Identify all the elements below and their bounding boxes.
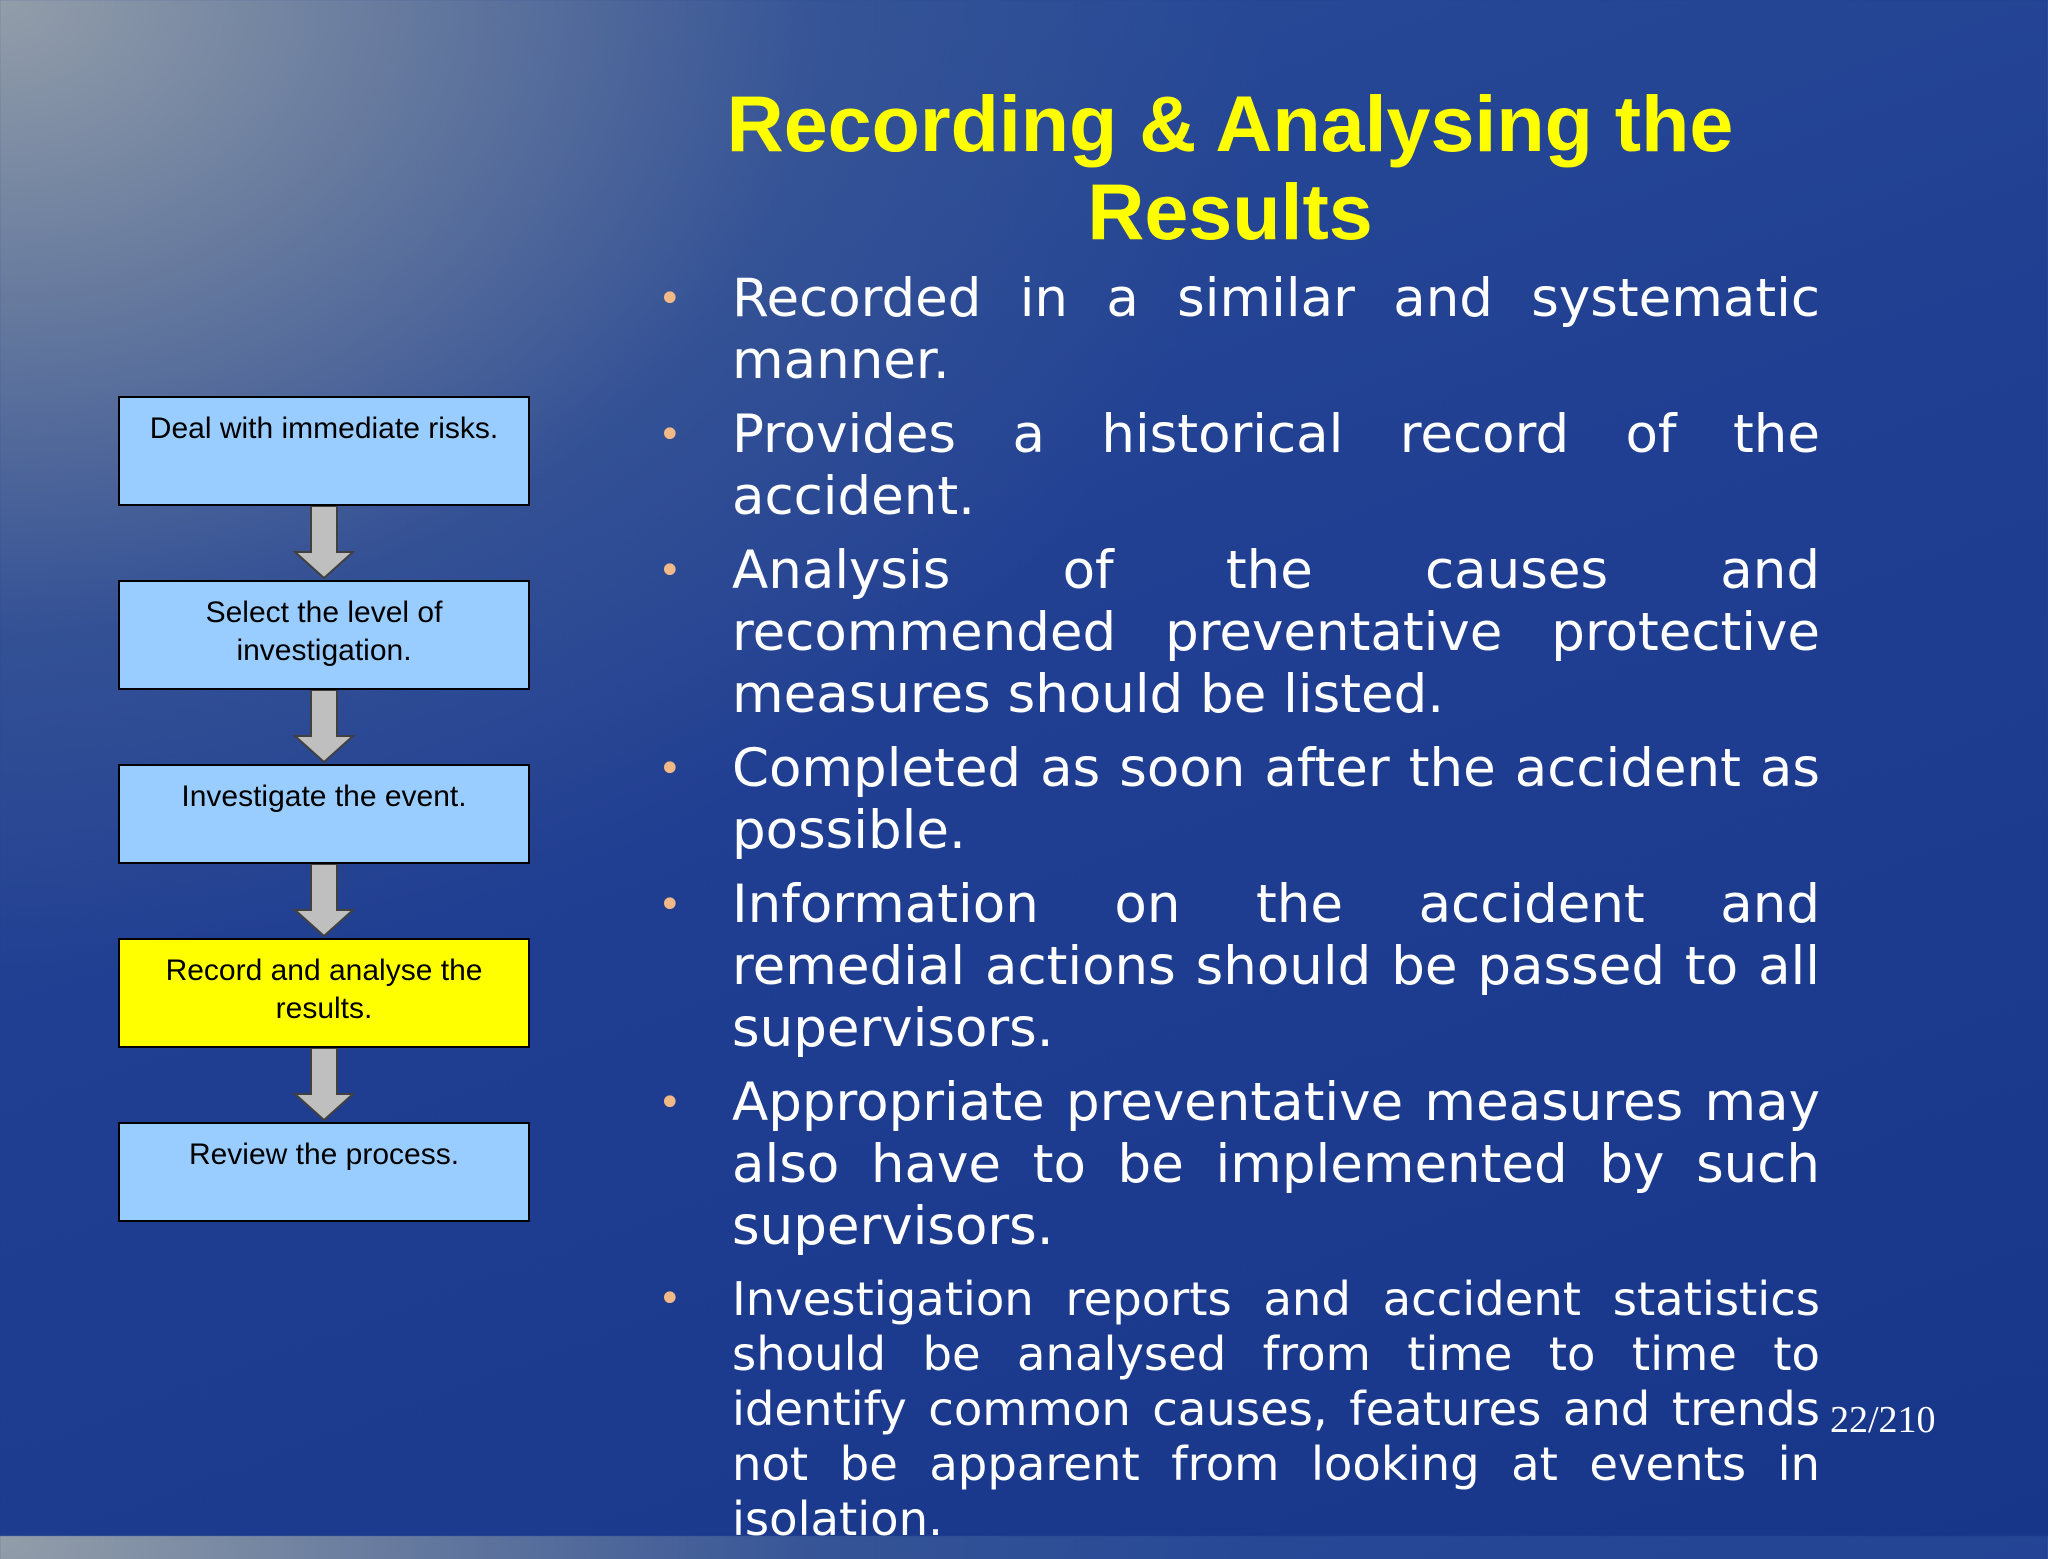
- bullet-item: [658, 268, 1820, 392]
- slide-title: Recording & Analysing the Results: [726, 79, 1734, 256]
- bullet-text: Recorded in a similar and systematic manner.: [732, 268, 1820, 391]
- flow-step-label: Review the process.: [188, 1138, 460, 1171]
- flow-step-select-level: [118, 580, 530, 690]
- page-number: 22/210: [1830, 1399, 1936, 1441]
- bullet-item: [658, 874, 1820, 1060]
- flow-step-investigate: [118, 764, 530, 864]
- bullet-marker: •: [658, 1080, 682, 1126]
- flow-step-label: Record and analyse the results.: [165, 954, 483, 1025]
- bullet-item: [658, 1072, 1820, 1258]
- bullet-marker: •: [658, 746, 682, 792]
- flow-step-record-analyse: [118, 938, 530, 1048]
- down-arrow-icon: [284, 690, 364, 764]
- process-flowchart: [118, 396, 530, 1222]
- down-arrow-icon: [284, 864, 364, 938]
- bullet-item: [658, 540, 1820, 726]
- bullet-text: Completed as soon after the accident as possible.: [732, 738, 1820, 861]
- bullet-item: [658, 1272, 1820, 1547]
- bullet-text: Information on the accident and remedial actions should be passed to all supervisors.: [732, 874, 1820, 1059]
- bullet-marker: •: [658, 882, 682, 928]
- bullet-marker: •: [658, 276, 682, 322]
- flow-step-label: Investigate the event.: [181, 780, 467, 813]
- flow-step-label: Deal with immediate risks.: [149, 412, 499, 445]
- bullet-list: [658, 268, 1820, 1559]
- bullet-marker: •: [658, 1276, 682, 1322]
- down-arrow-icon: [284, 1048, 364, 1122]
- flow-step-label: Select the level of investigation.: [205, 596, 443, 667]
- bullet-text: Provides a historical record of the accident.: [732, 404, 1820, 527]
- down-arrow-icon: [284, 506, 364, 580]
- bullet-text: Investigation reports and accident statistics should be analysed from time to time to identify common causes, features and trends not be apparent from looking at events in isolation.: [732, 1272, 1820, 1546]
- bullet-marker: •: [658, 412, 682, 458]
- flow-step-review: [118, 1122, 530, 1222]
- flow-step-deal-with-risks: [118, 396, 530, 506]
- bullet-marker: •: [658, 548, 682, 594]
- bullet-item: [658, 404, 1820, 528]
- bullet-text: Appropriate preventative measures may also have to be implemented by such supervisors.: [732, 1072, 1820, 1257]
- bullet-item: [658, 738, 1820, 862]
- bullet-text: Analysis of the causes and recommended preventative protective measures should be listed.: [732, 540, 1820, 725]
